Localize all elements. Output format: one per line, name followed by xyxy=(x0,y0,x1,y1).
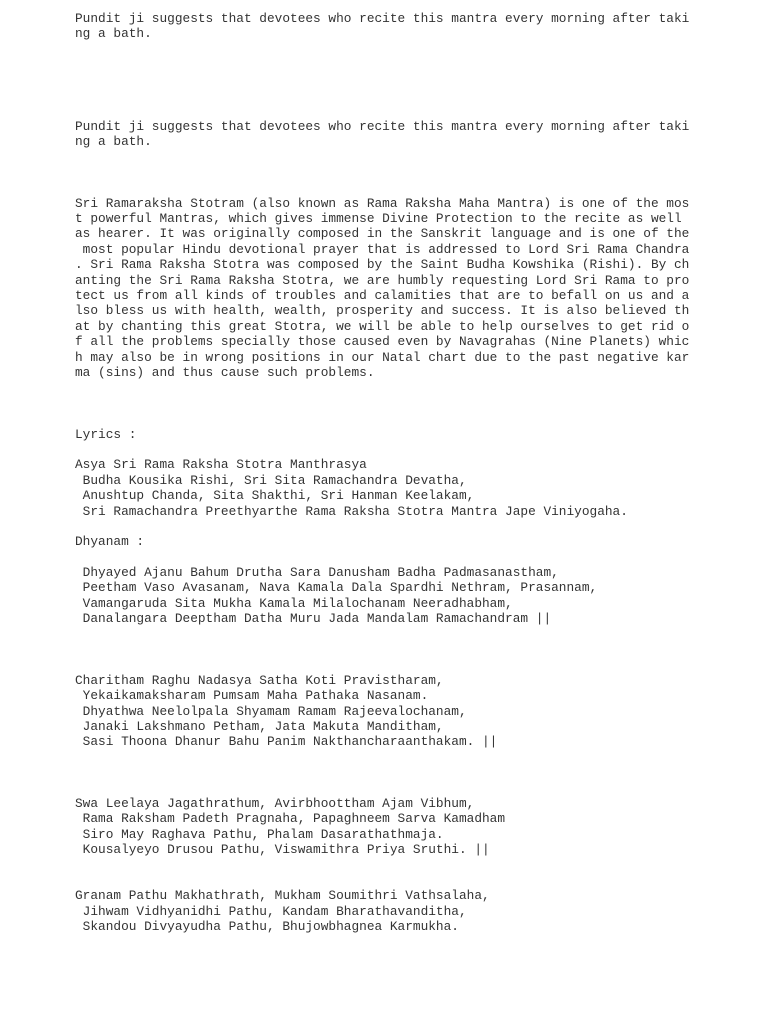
text-line xyxy=(75,750,755,765)
text-line: as hearer. It was originally composed in the Sanskrit language and is one of the xyxy=(75,226,690,242)
document-text xyxy=(75,11,755,934)
text-line: Budha Kousika Rishi, Sri Sita Ramachandra Devatha, xyxy=(75,472,467,488)
text-line xyxy=(75,781,755,796)
text-line: Kousalyeyo Drusou Pathu, Viswamithra Priya Sruthi. || xyxy=(75,842,490,858)
text-line: tect us from all kinds of troubles and calamities that are to befall on us and a xyxy=(75,288,690,304)
text-line xyxy=(75,165,755,180)
text-line xyxy=(75,57,755,72)
text-line: Sasi Thoona Dhanur Bahu Panim Nakthancharaanthakam. || xyxy=(75,734,498,750)
text-line: Anushtup Chanda, Sita Shakthi, Sri Hanman Keelakam, xyxy=(75,488,475,504)
text-line: Yekaikamaksharam Pumsam Maha Pathaka Nasanam. xyxy=(75,688,429,704)
text-line: Asya Sri Rama Raksha Stotra Manthrasya xyxy=(75,457,367,473)
text-line xyxy=(75,150,755,165)
text-line xyxy=(75,627,755,642)
text-line: ng a bath. xyxy=(75,26,152,42)
text-line: Vamangaruda Sita Mukha Kamala Milalochanam Neeradhabham, xyxy=(75,595,513,611)
text-line: . Sri Rama Raksha Stotra was composed by the Saint Budha Kowshika (Rishi). By ch xyxy=(75,257,690,273)
text-line: Danalangara Deeptham Datha Muru Jada Mandalam Ramachandram || xyxy=(75,611,552,627)
text-line: Pundit ji suggests that devotees who recite this mantra every morning after taki xyxy=(75,11,690,26)
text-line: Dhyathwa Neelolpala Shyamam Ramam Rajeevalochanam, xyxy=(75,703,467,719)
text-line: Sri Ramaraksha Stotram (also known as Rama Raksha Maha Mantra) is one of the mos xyxy=(75,195,690,211)
text-line: Siro May Raghava Pathu, Phalam Dasarathathmaja. xyxy=(75,826,444,842)
text-line: Sri Ramachandra Preethyarthe Rama Raksha Stotra Mantra Jape Viniyogaha. xyxy=(75,503,628,519)
text-line: most popular Hindu devotional prayer that is addressed to Lord Sri Rama Chandra xyxy=(75,241,690,257)
text-line: Pundit ji suggests that devotees who recite this mantra every morning after taki xyxy=(75,118,690,134)
text-line xyxy=(75,519,755,534)
text-line: t powerful Mantras, which gives immense Divine Protection to the recite as well xyxy=(75,211,682,227)
text-line xyxy=(75,657,755,672)
text-line xyxy=(75,42,755,57)
text-line xyxy=(75,73,755,88)
text-line xyxy=(75,88,755,103)
text-line xyxy=(75,550,755,565)
text-line: Janaki Lakshmano Petham, Jata Makuta Manditham, xyxy=(75,718,444,734)
text-line: Peetham Vaso Avasanam, Nava Kamala Dala Spardhi Nethram, Prasannam, xyxy=(75,580,598,596)
text-line xyxy=(75,857,755,872)
text-line: Granam Pathu Makhathrath, Mukham Soumithri Vathsalaha, xyxy=(75,888,490,904)
text-line xyxy=(75,103,755,118)
text-line xyxy=(75,411,755,426)
text-line xyxy=(75,442,755,457)
text-line xyxy=(75,873,755,888)
text-line: Charitham Raghu Nadasya Satha Koti Pravistharam, xyxy=(75,672,444,688)
text-line: ma (sins) and thus cause such problems. xyxy=(75,364,375,380)
text-line: Jihwam Vidhyanidhi Pathu, Kandam Bharathavanditha, xyxy=(75,903,467,919)
text-line: Lyrics : xyxy=(75,426,137,442)
text-line xyxy=(75,642,755,657)
text-line: Swa Leelaya Jagathrathum, Avirbhoottham Ajam Vibhum, xyxy=(75,795,475,811)
text-line xyxy=(75,180,755,195)
text-line: h may also be in wrong positions in our Natal chart due to the past negative kar xyxy=(75,349,690,365)
text-line xyxy=(75,396,755,411)
text-line: Rama Raksham Padeth Pragnaha, Papaghneem Sarva Kamadham xyxy=(75,811,506,827)
text-line: lso bless us with health, wealth, prosperity and success. It is also believed th xyxy=(75,303,690,319)
text-line: anting the Sri Rama Raksha Stotra, we are humbly requesting Lord Sri Rama to pro xyxy=(75,272,690,288)
text-line: ng a bath. xyxy=(75,134,152,150)
text-line: Skandou Divyayudha Pathu, Bhujowbhagnea Karmukha. xyxy=(75,919,459,935)
text-line: Dhyanam : xyxy=(75,534,145,550)
text-line: at by chanting this great Stotra, we will be able to help ourselves to get rid o xyxy=(75,318,690,334)
text-line xyxy=(75,765,755,780)
text-line: Dhyayed Ajanu Bahum Drutha Sara Danusham Badha Padmasanastham, xyxy=(75,565,559,581)
text-line xyxy=(75,380,755,395)
text-line: f all the problems specially those caused even by Navagrahas (Nine Planets) whic xyxy=(75,334,690,350)
